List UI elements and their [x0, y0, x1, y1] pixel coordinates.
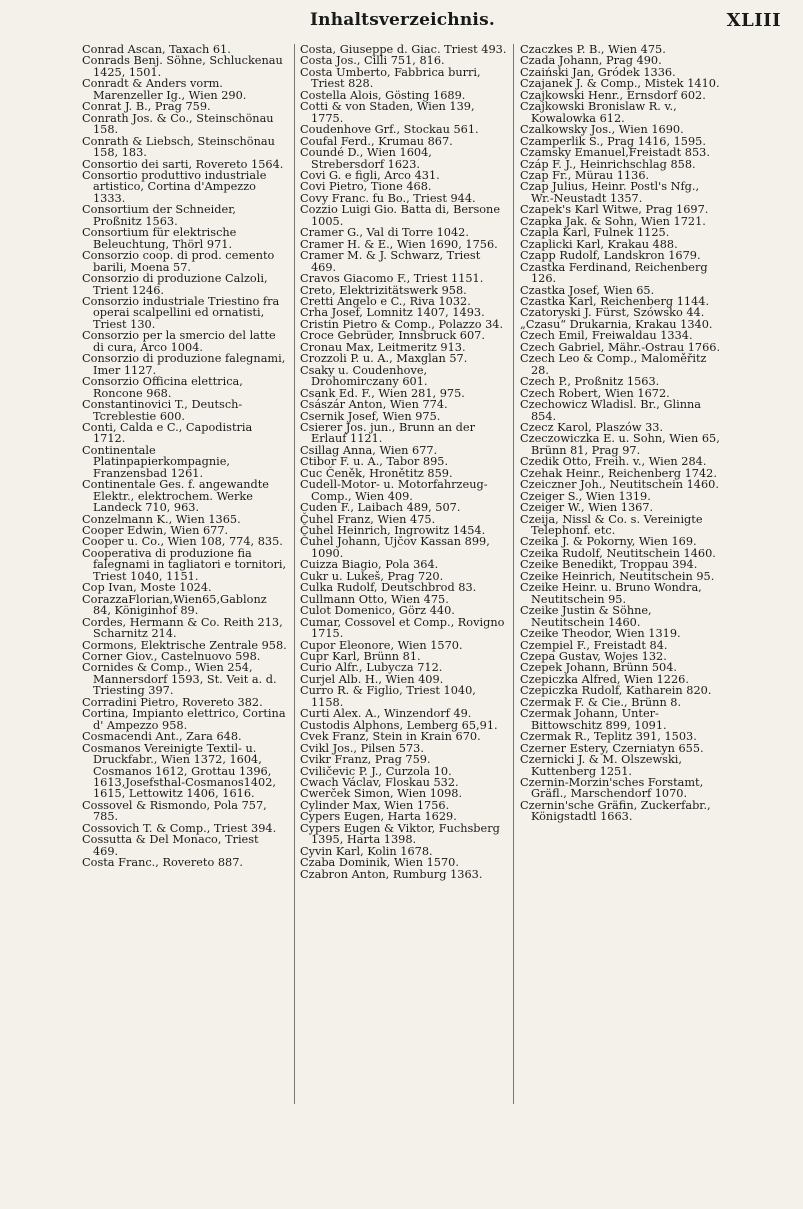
index-entry: Czapp Rudolf, Landskron 1679. — [520, 249, 701, 263]
index-entry: Cristin Pietro & Comp., Polazzo 34. — [300, 317, 504, 331]
index-entry: Cramer M. & J. Schwarz, Triest 469. — [300, 249, 481, 274]
index-entry: Cupor Eleonore, Wien 1570. — [300, 638, 463, 652]
index-entry: Costa Jos., Cilli 751, 816. — [300, 54, 445, 68]
index-entry: Czepiczka Alfred, Wien 1226. — [520, 672, 689, 686]
index-entry: Czamsky Emanuel,Freistadt 853. — [520, 146, 710, 160]
index-entry: Czeike Justin & Söhne, Neutitschein 1460. — [520, 604, 652, 629]
index-entry: Consorzio Officina elettrica, Roncone 968. — [82, 375, 243, 400]
index-entry: Czech Leo & Comp., Maloměřitz 28. — [520, 352, 707, 377]
index-entry: Corner Giov., Castelnuovo 598. — [82, 650, 261, 664]
index-entry: Czaba Dominik, Wien 1570. — [300, 856, 459, 870]
index-entry: Cooperativa di produzione fia falegnami in tagliatori e tornitori, Triest 1040, 1151. — [82, 546, 287, 583]
index-entry: „Czasu“ Drukarnia, Krakau 1340. — [520, 317, 713, 331]
index-entry: Csank Ed. F., Wien 281, 975. — [300, 386, 465, 400]
index-column-2 — [300, 44, 507, 880]
index-entry: Continentale Platinpapierkompagnie, Franzensbad 1261. — [82, 443, 230, 480]
index-entry: Consorzio di produzione falegnami, Imer 1127. — [82, 352, 286, 377]
index-entry: Creto, Elektrizitätswerk 958. — [300, 283, 467, 297]
index-entry: Conti, Calda e C., Capodistria 1712. — [82, 420, 253, 446]
index-entry: Czeike Heinrich, Neutitschein 95. — [520, 569, 715, 583]
index-entry: Czech Robert, Wien 1672. — [520, 386, 670, 400]
index-entry: Czeiczner Joh., Neutitschein 1460. — [520, 478, 719, 492]
index-entry: Cramer H. & E., Wien 1690, 1756. — [300, 237, 498, 251]
index-entry: Cvek Franz, Stein in Krain 670. — [300, 730, 481, 744]
index-entry: Czernin'sche Gräfin, Zuckerfabr., Königstadtl 1663. — [520, 798, 711, 824]
index-entry: Csillag Anna, Wien 677. — [300, 443, 438, 457]
index-entry: Crozzoli P. u. A., Maxglan 57. — [300, 352, 468, 366]
column-divider — [294, 44, 295, 1104]
index-entry: Czap Julius, Heinr. Postl's Nfg., Wr.-Neustadt 1357. — [520, 180, 700, 205]
index-entry: Covi Pietro, Tione 468. — [300, 180, 432, 194]
index-entry: Conrath Jos. & Co., Steinschönau 158. — [82, 111, 274, 137]
index-entry: Cop Ivan, Moste 1024. — [82, 581, 212, 595]
index-entry: Csernik Josef, Wien 975. — [300, 409, 441, 423]
index-entry: Covi G. e figli, Arco 431. — [300, 168, 440, 182]
index-columns — [0, 44, 803, 1204]
index-entry: Costella Alois, Gösting 1689. — [300, 88, 466, 102]
index-entry: Csaky u. Coudenhove, Drohomirczany 601. — [300, 363, 428, 389]
index-entry: Czeike Theodor, Wien 1319. — [520, 627, 681, 641]
index-entry: Czalkowsky Jos., Wien 1690. — [520, 123, 684, 137]
index-entry: Czáp F. J., Heinrichschlag 858. — [520, 157, 696, 171]
index-entry: Czernicki J. & M. Olszewski, Kuttenberg 1251. — [520, 753, 683, 778]
index-entry: Czamperlik S., Prag 1416, 1595. — [520, 134, 706, 148]
index-entry: Čuhel Franz, Wien 475. — [300, 512, 436, 526]
index-entry: Czech P., Proßnitz 1563. — [520, 375, 660, 389]
index-entry: Costa Umberto, Fabbrica burri, Triest 828. — [300, 65, 481, 91]
index-entry: Coundé D., Wien 1604, Strebersdorf 1623. — [300, 146, 432, 171]
index-entry: Cwach Václav, Floskau 532. — [300, 776, 459, 789]
index-entry: Ctibor F. u. A., Tabor 895. — [300, 455, 449, 469]
index-entry: Czecz Karol, Plaszów 33. — [520, 420, 664, 434]
index-entry: Conrath & Liebsch, Steinschönau 158, 183. — [82, 134, 275, 160]
index-entry: Consortium für elektrische Beleuchtung, Thörl 971. — [82, 226, 237, 251]
index-entry: Cvikl Jos., Pilsen 573. — [300, 741, 424, 755]
index-entry: Conradt & Anders vorm. Marenzeller Ig., Wien 290. — [82, 77, 247, 102]
index-entry: Consorzio coop. di prod. cemento barili, Moena 57. — [82, 249, 275, 274]
index-column-1 — [82, 44, 287, 869]
index-entry: Constantinovici T., Deutsch-Tcreblestie 600. — [82, 398, 243, 423]
index-entry: Czabron Anton, Rumburg 1363. — [300, 867, 483, 881]
index-entry: Czastka Ferdinand, Reichenberg 126. — [520, 260, 708, 286]
index-entry: Cotti & von Staden, Wien 139, 1775. — [300, 100, 475, 125]
index-entry: Consorzio per la smercio del latte di cura, Arco 1004. — [82, 329, 276, 354]
index-entry: Czechowicz Wladisl. Br., Glinna 854. — [520, 398, 702, 423]
index-entry: Custodis Alphons, Lemberg 65,91. — [300, 718, 498, 732]
index-entry: Consortio dei sarti, Rovereto 1564. — [82, 157, 284, 171]
index-entry: Cooper u. Co., Wien 108, 774, 835. — [82, 535, 283, 549]
index-entry: CorazzaFlorian,Wien65,Gablonz 84, Königinhof 89. — [82, 592, 267, 618]
index-entry: Czepa Gustav, Wojes 132. — [520, 650, 667, 664]
index-entry: Cossutta & Del Monaco, Triest 469. — [82, 833, 259, 858]
index-entry: Conrad Ascan, Taxach 61. — [82, 43, 231, 56]
index-entry: Czeika Rudolf, Neutitschein 1460. — [520, 546, 716, 560]
index-entry: Czaiński Jan, Gródek 1336. — [520, 65, 676, 79]
index-entry: Csierer Jos. jun., Brunn an der Erlauf 1121. — [300, 420, 475, 446]
index-entry: Czeika J. & Pokorny, Wien 169. — [520, 535, 697, 549]
index-entry: Curjel Alb. H., Wien 409. — [300, 672, 444, 686]
index-entry: Cormons, Elektrische Zentrale 958. — [82, 638, 287, 652]
index-entry: Cornides & Comp., Wien 254, Mannersdorf 1593, St. Veit a. d. Triesting 397. — [82, 661, 277, 698]
index-entry: Crha Josef, Lomnitz 1407, 1493. — [300, 306, 485, 320]
index-entry: Corradini Pietro, Rovereto 382. — [82, 695, 263, 709]
index-entry: Curio Alfr., Lubycza 712. — [300, 661, 443, 675]
index-entry: Costa, Giuseppe d. Giac. Triest 493. — [300, 43, 507, 56]
page-title: Inhaltsverzeichnis. — [310, 10, 495, 30]
index-entry: Coufal Ferd., Krumau 867. — [300, 134, 453, 148]
index-entry: Czedik Otto, Freih. v., Wien 284. — [520, 455, 707, 469]
index-entry: Cvikr Franz, Prag 759. — [300, 753, 431, 767]
index-entry: Cuizza Biagio, Pola 364. — [300, 558, 439, 572]
index-entry: Curti Alex. A., Winzendorf 49. — [300, 707, 472, 721]
index-entry: Czap Fr., Mürau 1136. — [520, 168, 650, 182]
index-entry: Culka Rudolf, Deutschbrod 83. — [300, 581, 477, 595]
index-entry: Consorzio industriale Triestino fra operai scalpellini ed ornatisti, Triest 130. — [82, 294, 280, 331]
index-entry: Coudenhove Grf., Stockau 561. — [300, 123, 479, 137]
index-entry: Cypers Eugen, Harta 1629. — [300, 810, 457, 824]
index-entry: Czerner Estery, Czerniatyn 655. — [520, 741, 704, 755]
index-entry: Cronau Max, Leitmeritz 913. — [300, 340, 466, 354]
index-entry: Czeija, Nissl & Co. s. Vereinigte Telephonf. etc. — [520, 512, 703, 538]
index-entry: Conzelmann K., Wien 1365. — [82, 512, 241, 526]
index-entry: Cviličevic P. J., Curzola 10. — [300, 764, 452, 778]
index-entry: Cupr Karl, Brünn 81. — [300, 650, 421, 664]
index-entry: Czeiger S., Wien 1319. — [520, 489, 651, 503]
index-entry: Czaplicki Karl, Krakau 488. — [520, 237, 678, 251]
index-entry: Cretti Angelo e C., Riva 1032. — [300, 294, 471, 308]
index-entry: Cramer G., Val di Torre 1042. — [300, 226, 469, 240]
index-entry: Croce Gebrüder, Innsbruck 607. — [300, 329, 485, 343]
index-entry: Consorzio di produzione Calzoli, Trient 1246. — [82, 272, 268, 297]
column-divider — [513, 44, 514, 1104]
index-entry: Czaczkes P. B., Wien 475. — [520, 43, 666, 56]
index-entry: Cossovel & Rismondo, Pola 757, 785. — [82, 798, 267, 824]
index-entry: Consortium der Schneider, Proßnitz 1563. — [82, 203, 236, 228]
index-entry: Cosmacendi Ant., Zara 648. — [82, 730, 242, 744]
index-entry: Curro R. & Figlio, Triest 1040, 1158. — [300, 684, 476, 709]
index-entry: Cortina, Impianto elettrico, Cortina d' Ampezzo 958. — [82, 707, 286, 732]
index-entry: Cordes, Hermann & Co. Reith 213, Scharnitz 214. — [82, 615, 283, 641]
index-entry: Cudell-Motor- u. Motorfahrzeug-Comp., Wien 409. — [300, 478, 488, 503]
index-entry: Cylinder Max, Wien 1756. — [300, 798, 450, 812]
index-entry: Czeike Benedikt, Troppau 394. — [520, 558, 698, 572]
index-entry: Conrads Benj. Söhne, Schluckenau 1425, 1501. — [82, 54, 283, 79]
index-entry: Cyvin Karl, Kolin 1678. — [300, 844, 433, 858]
index-entry: Cuden F., Laibach 489, 507. — [300, 501, 461, 515]
index-entry: Czajkowski Bronislaw R. v., Kowalowka 612. — [520, 100, 677, 125]
index-entry: Costa Franc., Rovereto 887. — [82, 856, 244, 870]
index-entry: Continentale Ges. f. angewandte Elektr., elektrochem. Werke Landeck 710, 963. — [82, 478, 269, 515]
index-entry: Czatoryski J. Fürst, Szówsko 44. — [520, 306, 705, 320]
index-entry: Czermak R., Teplitz 391, 1503. — [520, 730, 697, 744]
index-entry: Czeiger W., Wien 1367. — [520, 501, 654, 515]
index-entry: Cukr u. Lukeš, Prag 720. — [300, 569, 444, 583]
index-entry: Czempiel F., Freistadt 84. — [520, 638, 668, 652]
index-entry: Čuhel Heinrich, Ingrowitz 1454. — [300, 524, 486, 538]
index-entry: Czajanek J. & Comp., Mistek 1410. — [520, 77, 720, 91]
index-entry: Cozzio Luigi Gio. Batta di, Bersone 1005. — [300, 203, 501, 228]
index-entry: Czepek Johann, Brünn 504. — [520, 661, 677, 675]
index-entry: Čuhel Johann, Ujčov Kassan 899, 1090. — [300, 535, 490, 560]
index-entry: Czech Emil, Freiwaldau 1334. — [520, 329, 693, 343]
index-entry: Cumar, Cossovel et Comp., Rovigno 1715. — [300, 615, 505, 641]
index-entry: Czapka Jak. & Sohn, Wien 1721. — [520, 214, 706, 228]
index-entry: Czada Johann, Prag 490. — [520, 54, 662, 68]
index-entry: Culot Domenico, Görz 440. — [300, 604, 455, 618]
index-entry: Cuc Čeněk, Hronětitz 859. — [300, 466, 453, 480]
index-entry: Császár Anton, Wien 774. — [300, 398, 448, 412]
index-entry: Czajkowski Henr., Ernsdorf 602. — [520, 88, 706, 102]
index-entry: Cooper Edwin, Wien 677. — [82, 524, 229, 538]
page-header — [0, 6, 803, 36]
index-entry: Czermak F. & Cie., Brünn 8. — [520, 695, 682, 709]
index-entry: Czeike Heinr. u. Bruno Wondra, Neutitschein 95. — [520, 581, 702, 606]
index-entry: Czernin-Morzin'sches Forstamt, Gräfl., Marschendorf 1070. — [520, 776, 704, 801]
index-entry: Czapla Karl, Fulnek 1125. — [520, 226, 670, 240]
index-entry: Cypers Eugen & Viktor, Fuchsberg 1395, Harta 1398. — [300, 821, 500, 847]
index-entry: Czermak Johann, Unter-Bittowschitz 899, 1091. — [520, 707, 667, 732]
index-entry: Covy Franc. fu Bo., Triest 944. — [300, 191, 476, 205]
index-entry: Cossovich T. & Comp., Triest 394. — [82, 821, 277, 835]
index-entry: Cravos Giacomo F., Triest 1151. — [300, 272, 484, 286]
index-column-3 — [520, 44, 725, 823]
index-entry: Consortio produttivo industriale artistico, Cortina d'Ampezzo 1333. — [82, 168, 267, 205]
index-entry: Czeczowiczka E. u. Sohn, Wien 65, Brünn 81, Prag 97. — [520, 432, 720, 457]
page-number: XLIII — [726, 10, 781, 31]
index-entry: Conrat J. B., Prag 759. — [82, 100, 211, 114]
index-entry: Czepiczka Rudolf, Katharein 820. — [520, 684, 712, 698]
index-entry: Cwerček Simon, Wien 1098. — [300, 787, 463, 801]
index-entry: Czehak Heinr., Reichenberg 1742. — [520, 466, 717, 480]
index-entry: Czastka Josef, Wien 65. — [520, 283, 655, 297]
index-entry: Czech Gabriel, Mähr.-Ostrau 1766. — [520, 340, 721, 354]
index-entry: Czastka Karl, Reichenberg 1144. — [520, 294, 710, 308]
index-entry: Czapek's Karl Witwe, Prag 1697. — [520, 203, 709, 217]
index-entry: Cullmann Otto, Wien 475. — [300, 592, 449, 606]
index-entry: Cosmanos Vereinigte Textil- u. Druckfabr., Wien 1372, 1604, Cosmanos 1612, Grottau 1396, 1613,Josefsthal-Cosmanos1402, 1615, Lettowitz 1406, 1616. — [82, 741, 277, 801]
